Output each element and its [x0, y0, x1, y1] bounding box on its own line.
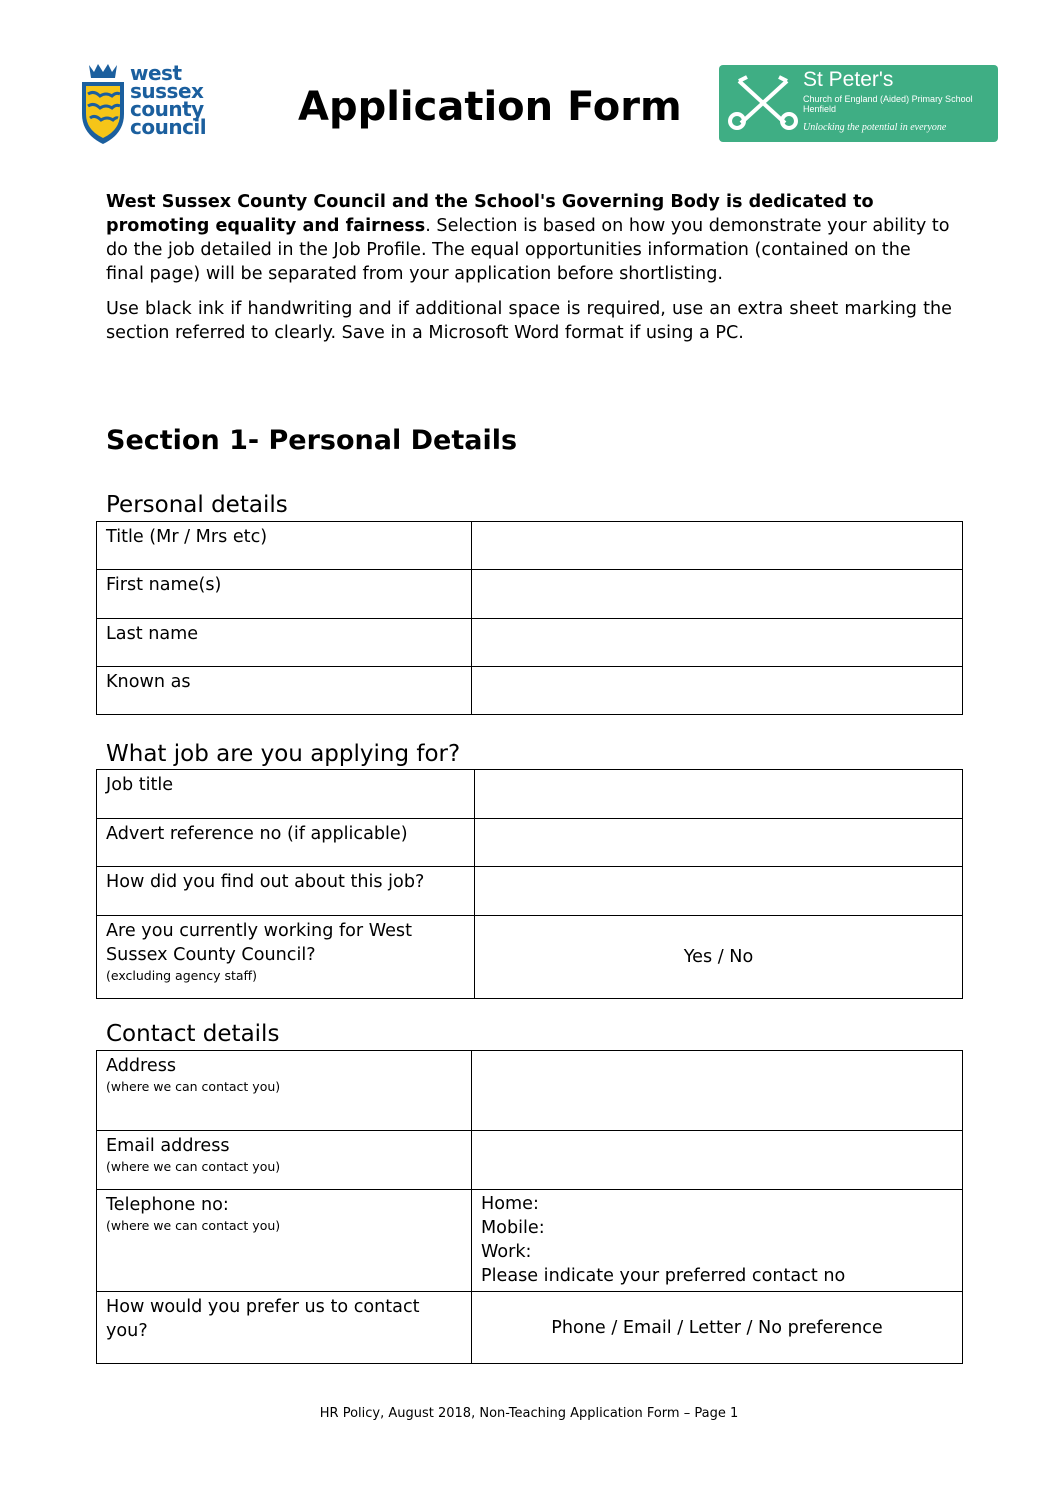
- school-tagline: Unlocking the potential in everyone: [803, 122, 947, 133]
- advert-reference-input[interactable]: [475, 819, 963, 867]
- table-row: [97, 1292, 963, 1364]
- job-source-input[interactable]: [475, 867, 963, 916]
- page-footer: HR Policy, August 2018, Non-Teaching Application Form – Page 1: [319, 1406, 739, 1421]
- field-label: Title (Mr / Mrs etc): [97, 522, 472, 570]
- intro-paragraph-1: West Sussex County Council and the School's Governing Body is dedicated to promoting equality and fairness. Selection is based on how you demonstrate your ability to do the job detailed in the Job Profile. The equal opportunities information (contained on the final page) will be separated from your application before shortlisting.: [106, 192, 950, 284]
- field-label: Known as: [97, 667, 472, 715]
- table-row: [97, 619, 963, 667]
- field-label: How did you find out about this job?: [97, 867, 475, 916]
- phone-home-label: Home:: [481, 1194, 539, 1214]
- wscc-logo: [80, 62, 220, 152]
- personal-details-heading: Personal details: [106, 492, 288, 518]
- page-title: Application Form: [298, 84, 682, 130]
- table-row: [97, 770, 963, 819]
- field-label: Telephone no: (where we can contact you): [97, 1190, 472, 1292]
- telephone-input[interactable]: [472, 1190, 963, 1292]
- job-title-input[interactable]: [475, 770, 963, 819]
- field-label: Email address (where we can contact you): [97, 1131, 472, 1190]
- table-row: [97, 819, 963, 867]
- first-name-input[interactable]: [472, 570, 963, 619]
- table-row: [97, 522, 963, 570]
- job-table: [96, 769, 963, 999]
- table-row: [97, 916, 963, 999]
- phone-mobile-label: Mobile:: [481, 1218, 545, 1238]
- field-label: Address (where we can contact you): [97, 1051, 472, 1131]
- job-heading: What job are you applying for?: [106, 741, 461, 767]
- phone-preferred-note: Please indicate your preferred contact no: [481, 1266, 846, 1286]
- wscc-crest-icon: [80, 62, 126, 146]
- known-as-input[interactable]: [472, 667, 963, 715]
- wscc-yes-no-choice[interactable]: Yes / No: [475, 916, 963, 999]
- school-name: St Peter's: [803, 68, 894, 91]
- field-label: Advert reference no (if applicable): [97, 819, 475, 867]
- field-label: How would you prefer us to contact you?: [97, 1292, 472, 1364]
- last-name-input[interactable]: [472, 619, 963, 667]
- section-1-title: Section 1- Personal Details: [106, 425, 518, 456]
- title-input[interactable]: [472, 522, 963, 570]
- field-label: First name(s): [97, 570, 472, 619]
- field-label: Are you currently working for West Sussex County Council? (excluding agency staff): [97, 916, 475, 999]
- address-input[interactable]: [472, 1051, 963, 1131]
- st-peters-logo: [719, 65, 998, 142]
- email-input[interactable]: [472, 1131, 963, 1190]
- intro-text: [106, 190, 952, 356]
- phone-work-label: Work:: [481, 1242, 532, 1262]
- table-row: [97, 570, 963, 619]
- contact-details-table: [96, 1050, 963, 1364]
- table-row: [97, 1131, 963, 1190]
- table-row: [97, 1051, 963, 1131]
- field-label: Job title: [97, 770, 475, 819]
- intro-paragraph-2: Use black ink if handwriting and if additional space is required, use an extra sheet marking the section referred to clearly. Save in a Microsoft Word format if using a PC.: [106, 299, 952, 343]
- field-label: Last name: [97, 619, 472, 667]
- school-subtitle: Church of England (Aided) Primary School Henfield: [803, 94, 973, 114]
- contact-details-heading: Contact details: [106, 1021, 280, 1047]
- contact-preference-choice[interactable]: Phone / Email / Letter / No preference: [472, 1292, 963, 1364]
- personal-details-table: [96, 521, 963, 715]
- wscc-logo-text: west sussex county council: [130, 61, 207, 139]
- table-row: [97, 1190, 963, 1292]
- crossed-keys-icon: [725, 73, 801, 133]
- table-row: [97, 667, 963, 715]
- table-row: [97, 867, 963, 916]
